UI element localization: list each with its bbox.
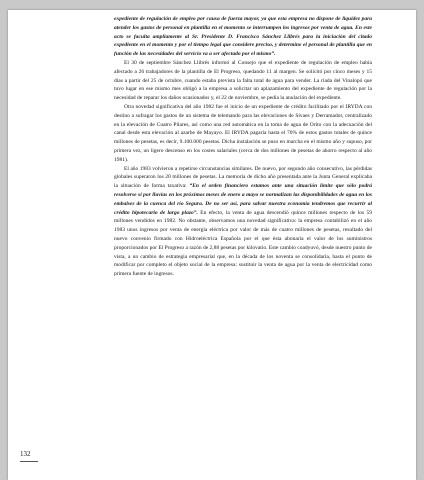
paragraph: [114, 15, 372, 59]
quote-text: “En el orden financiero estamos ante una situación límite que sólo podrá resolverse si por lluvias en los próximos meses de enero a mayo se normalizan las disponibilidades de agua en los embalses de la cuenca del río Segura. De no ser así, para salvar nuestra economía tendremos que recurrir al crédito hipotecario de largo plazo”.: [114, 183, 372, 216]
paragraph-text: El 30 de septiembre Sánchez Llibrés informó al Consejo que el expediente de regulación de empleo había afectado a 26 trabajadores de la plantilla de El Progreso, quedando 11 al margen. Se solicitó por cinco meses y 15 días a partir del 25 de octubre, cuando estaba prevista la falta total de agua para vender. La riada del Vinalopó que tuvo lugar en ese mismo mes obligó a la empresa a solicitar un aplazamiento del expediente de regulación por la necesidad de reparar los daños ocasionados y, el 22 de noviembre, se pedía la anulación del expediente.: [114, 59, 372, 102]
page-number-rule: [20, 461, 38, 462]
paragraph-text: En efecto, la venta de agua descendió quince millones respecto de los 59 millones vendidos en 1982. No obstante, observamos una novedad significativa: la empresa contabilizó en el año 1983 unos ingresos por venta de energía eléctrica por valor de más de cuatro millones de pesetas, resultado del nuevo convenio firmado con Hidroeléctrica Española por el que ésta abonaría el valor de los suministros proporcionados por El Progreso a razón de 2,88 pesetas por kilovatio. Este cambio coadyuvó, desde nuestro punto de vista, a un cambio de estrategia empresarial que, en la década de los noventa se consolidaría, hasta el punto de modificar por completo el objeto social de la empresa: sustituir la venta de agua por la venta de electricidad como primera fuente de ingresos.: [114, 209, 372, 278]
body-text: [114, 15, 372, 279]
paragraph: [114, 165, 372, 279]
page-number: 132: [20, 450, 31, 458]
paragraph-text: El año 1983 volvieron a repetirse circunstancias similares. De nuevo, por segundo año consecutivo, las pérdidas globales superaron los 20 millones de pesetas. La memoria de dicho año presentada ante la Junta General explicaba la situación de forma taxativa:: [114, 165, 372, 190]
quote-text: expediente de regulación de empleo por causa de fuerza mayor, ya que esta empresa no dispone de liquidez para atender los gastos de personal en plantilla en el momento se interrumpen los ingresos por venta de agua. En este acto se faculta ampliamente al Sr. Presidente D. Francisco Sánchez Llibrés para la iniciación del citado expediente en el momento y por el tiempo legal que considere preciso, y determine el personal de plantilla que en función de las necesidades del servicio va a ser afectado por el mismo”.: [114, 16, 372, 58]
document-page: [8, 10, 416, 480]
paragraph-text: Otra novedad significativa del año 1982 fue el inicio de un expediente de crédito facilitado por el IRYDA con destino a sufragar los gastos de un sistema de telemando para las elevaciones de Sivaes y Derramador, centralizado en la elevación de Cuatro Pilares, así como una red automática en la toma de agua de Orito con la adecuación del canal desde esta elevación al azarbe de Mayayo. El IRYDA pagaría hasta el 70% de estos gastos totales de quince millones de pesetas, es decir, 9.100.000 pesetas. Dicha instalación se puso en marcha en el mismo año y supuso, por primera vez, un ligero descenso en los costes salariales (cerca de dos millones de pesetas de ahorro respecto al año 1981).: [114, 103, 372, 163]
paragraph: [114, 103, 372, 165]
paragraph: [114, 59, 372, 103]
